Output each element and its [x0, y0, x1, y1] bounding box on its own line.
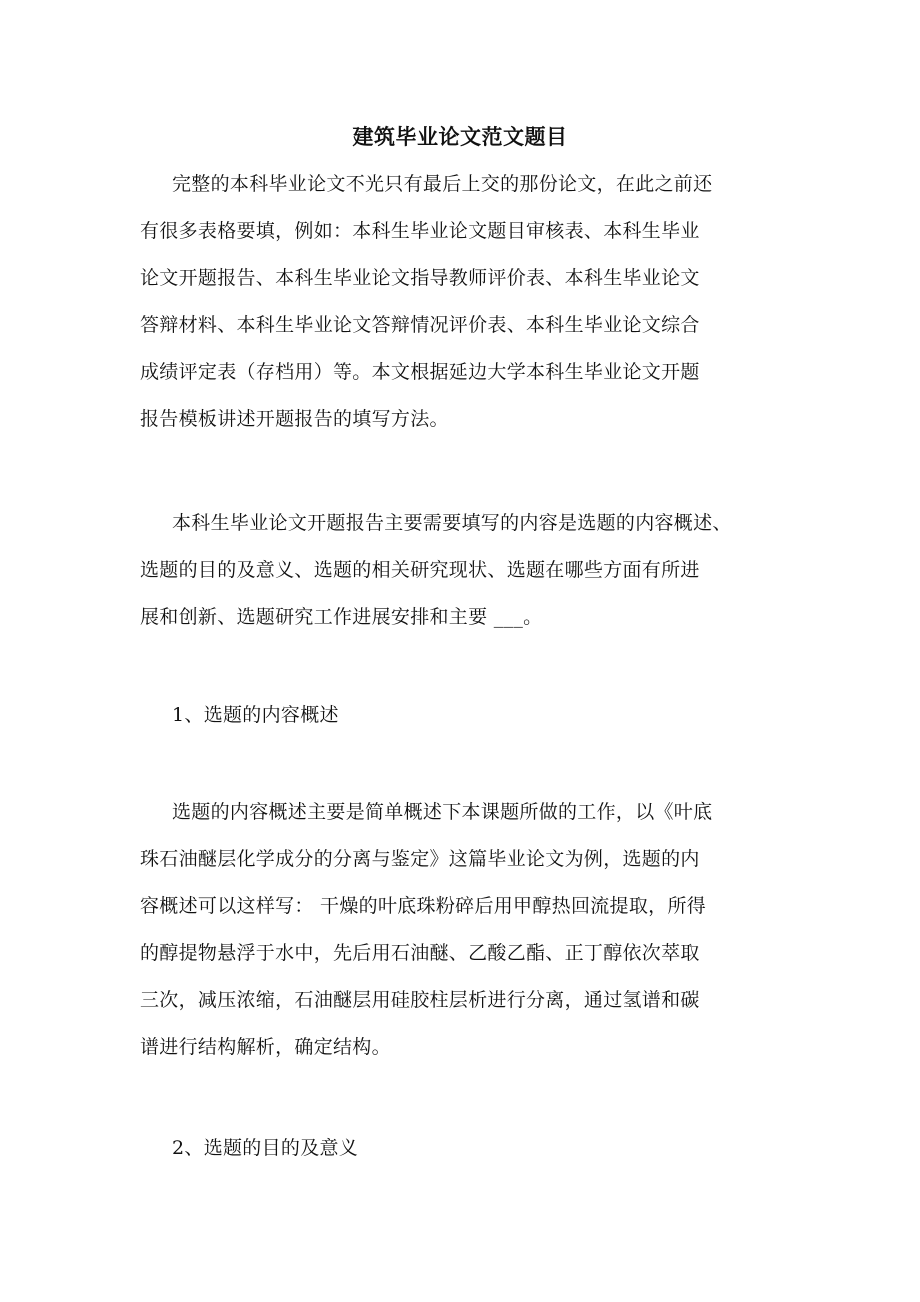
paragraph-line: 选题的内容概述主要是简单概述下本课题所做的工作，以《叶底	[172, 801, 713, 823]
section-heading-2: 2、选题的目的及意义	[172, 1137, 359, 1159]
paragraph-line: 完整的本科毕业论文不光只有最后上交的那份论文，在此之前还	[172, 173, 713, 195]
section-heading-1: 1、选题的内容概述	[172, 704, 339, 726]
paragraph-line: 报告模板讲述开题报告的填写方法。	[140, 408, 449, 430]
document-title: 建筑毕业论文范文题目	[352, 124, 568, 149]
paragraph-line: 本科生毕业论文开题报告主要需要填写的内容是选题的内容概述、	[172, 512, 732, 534]
paragraph-line: 三次，减压浓缩，石油醚层用硅胶柱层析进行分离，通过氢谱和碳	[140, 989, 700, 1011]
paragraph-line: 展和创新、选题研究工作进展安排和主要 ___。	[140, 606, 543, 628]
paragraph-line: 的醇提物悬浮于水中，先后用石油醚、乙酸乙酯、正丁醇依次萃取	[140, 942, 700, 964]
paragraph-line: 容概述可以这样写： 干燥的叶底珠粉碎后用甲醇热回流提取，所得	[140, 895, 707, 917]
paragraph-line: 谱进行结构解析，确定结构。	[140, 1036, 391, 1058]
paragraph-line: 有很多表格要填，例如：本科生毕业论文题目审核表、本科生毕业	[140, 220, 700, 242]
paragraph-line: 论文开题报告、本科生毕业论文指导教师评价表、本科生毕业论文	[140, 267, 700, 289]
paragraph-line: 答辩材料、本科生毕业论文答辩情况评价表、本科生毕业论文综合	[140, 314, 700, 336]
paragraph-line: 珠石油醚层化学成分的分离与鉴定》这篇毕业论文为例，选题的内	[140, 848, 700, 870]
paragraph-line: 成绩评定表（存档用）等。本文根据延边大学本科生毕业论文开题	[140, 361, 700, 383]
paragraph-line: 选题的目的及意义、选题的相关研究现状、选题在哪些方面有所进	[140, 559, 700, 581]
